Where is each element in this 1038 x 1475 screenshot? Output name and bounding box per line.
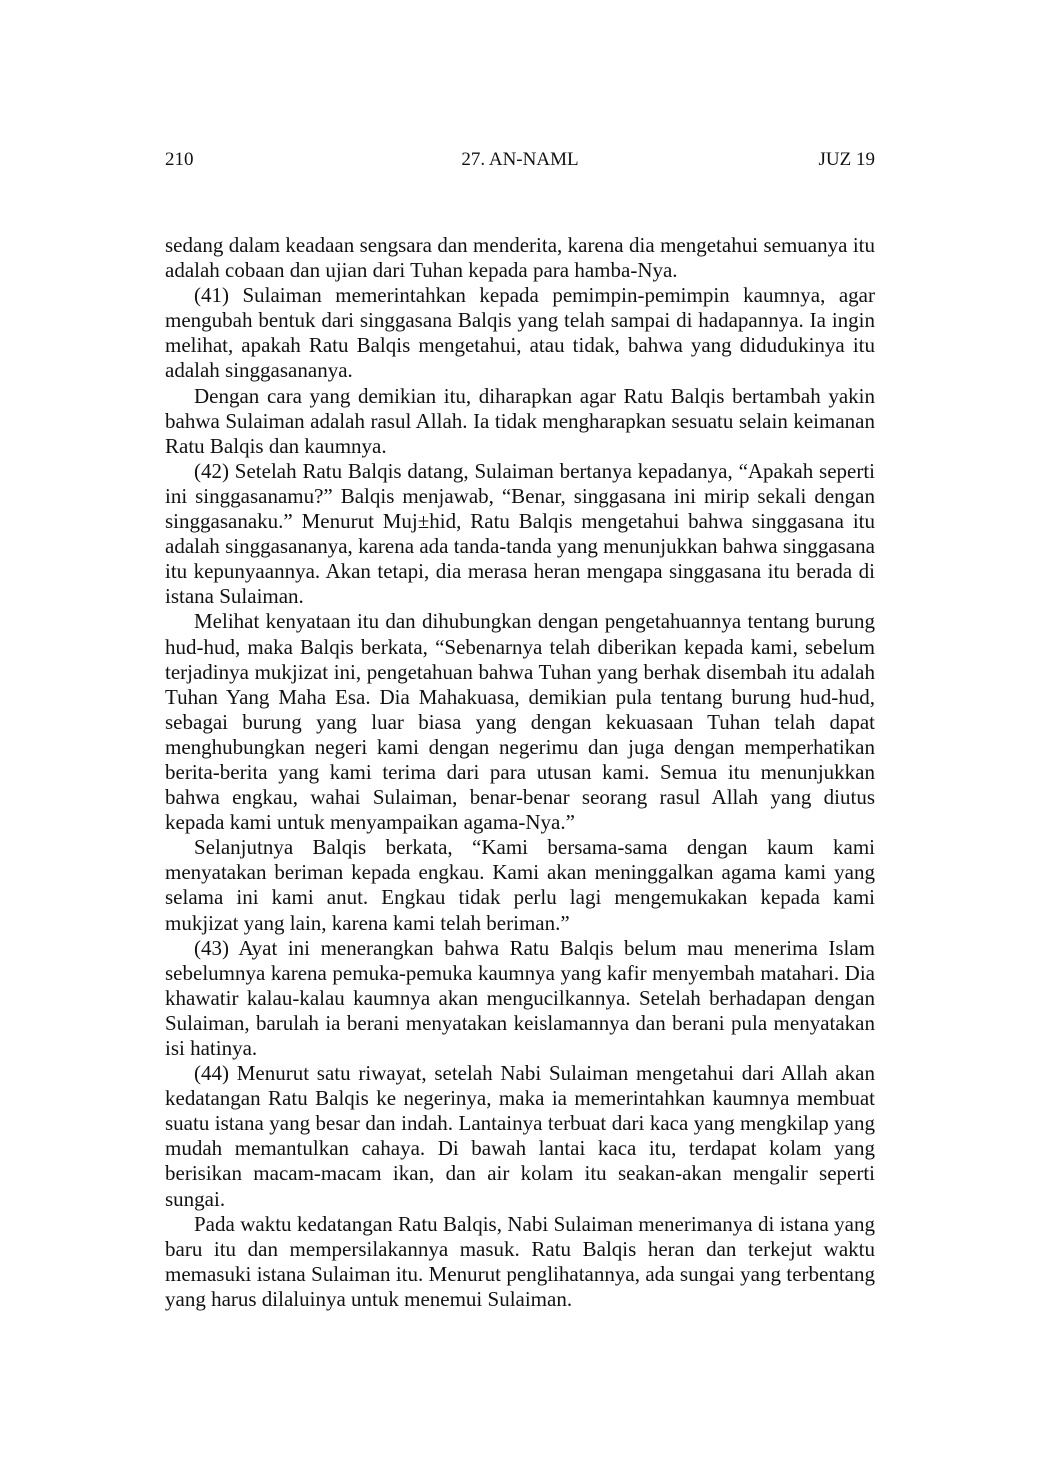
paragraph: Selanjutnya Balqis berkata, “Kami bersama-sama dengan kaum kami menyatakan beriman kepada engkau. Kami akan meninggalkan agama kami yang selama ini kami anut. Engkau tidak perlu lagi mengemukakan kepada kami mukjizat yang lain, karena kami telah beriman.” bbox=[165, 835, 875, 935]
chapter-title: 27. AN-NAML bbox=[461, 149, 579, 170]
paragraph-verse-44: (44) Menurut satu riwayat, setelah Nabi Sulaiman mengetahui dari Allah akan kedatangan Ratu Balqis ke negerinya, maka ia memerintahkan kaumnya membuat suatu istana yang besar dan indah. Lantainya terbuat dari kaca yang mengkilap yang mudah memantulkan cahaya. Di bawah lantai kaca itu, terdapat kolam yang berisikan macam-macam ikan, dan air kolam itu seakan-akan mengalir seperti sungai. bbox=[165, 1061, 875, 1211]
paragraph-verse-42: (42) Setelah Ratu Balqis datang, Sulaiman bertanya kepadanya, “Apakah seperti ini singgasanamu?” Balqis menjawab, “Benar, singgasana ini mirip sekali dengan singgasanaku.” Menurut Muj±hid, Ratu Balqis mengetahui bahwa singgasana itu adalah singgasananya, karena ada tanda-tanda yang menunjukkan bahwa singgasana itu kepunyaannya. Akan tetapi, dia merasa heran mengapa singgasana itu berada di istana Sulaiman. bbox=[165, 458, 875, 609]
juz-label: JUZ 19 bbox=[818, 149, 875, 170]
paragraph: Pada waktu kedatangan Ratu Balqis, Nabi Sulaiman menerimanya di istana yang baru itu dan mempersilakannya masuk. Ratu Balqis heran dan terkejut waktu memasuki istana Sulaiman itu. Menurut penglihatannya, ada sungai yang terbentang yang harus dilaluinya untuk menemui Sulaiman. bbox=[165, 1211, 875, 1311]
paragraph: Melihat kenyataan itu dan dihubungkan dengan pengetahuannya tentang burung hud-hud, maka Balqis berkata, “Sebenarnya telah diberikan kepada kami, sebelum terjadinya mukjizat ini, pengetahuan bahwa Tuhan yang berhak disembah itu adalah Tuhan Yang Maha Esa. Dia Mahakuasa, demikian pula tentang burung hud-hud, sebagai burung yang luar biasa yang dengan kekuasaan Tuhan telah dapat menghubungkan negeri kami dengan negerimu dan juga dengan memperhatikan berita-berita yang kami terima dari para utusan kami. Semua itu menunjukkan bahwa engkau, wahai Sulaiman, benar-benar seorang rasul Allah yang diutus kepada kami untuk menyampaikan agama-Nya.” bbox=[165, 609, 875, 835]
paragraph-continuation: sedang dalam keadaan sengsara dan menderita, karena dia mengetahui semuanya itu adalah cobaan dan ujian dari Tuhan kepada para hamba-Nya. bbox=[165, 233, 875, 283]
page-header bbox=[165, 147, 875, 173]
page-number: 210 bbox=[165, 149, 194, 170]
paragraph-verse-41: (41) Sulaiman memerintahkan kepada pemimpin-pemimpin kaumnya, agar mengubah bentuk dari singgasana Balqis yang telah sampai di hadapannya. Ia ingin melihat, apakah Ratu Balqis mengetahui, atau tidak, bahwa yang didudukinya itu adalah singgasananya. bbox=[165, 283, 875, 383]
paragraph-verse-43: (43) Ayat ini menerangkan bahwa Ratu Balqis belum mau menerima Islam sebelumnya karena pemuka-pemuka kaumnya yang kafir menyembah matahari. Dia khawatir kalau-kalau kaumnya akan mengucilkannya. Setelah berhadapan dengan Sulaiman, barulah ia berani menyatakan keislamannya dan berani pula menyatakan isi hatinya. bbox=[165, 935, 875, 1060]
body-text bbox=[165, 233, 875, 1312]
paragraph: Dengan cara yang demikian itu, diharapkan agar Ratu Balqis bertambah yakin bahwa Sulaiman adalah rasul Allah. Ia tidak mengharapkan sesuatu selain keimanan Ratu Balqis dan kaumnya. bbox=[165, 383, 875, 458]
